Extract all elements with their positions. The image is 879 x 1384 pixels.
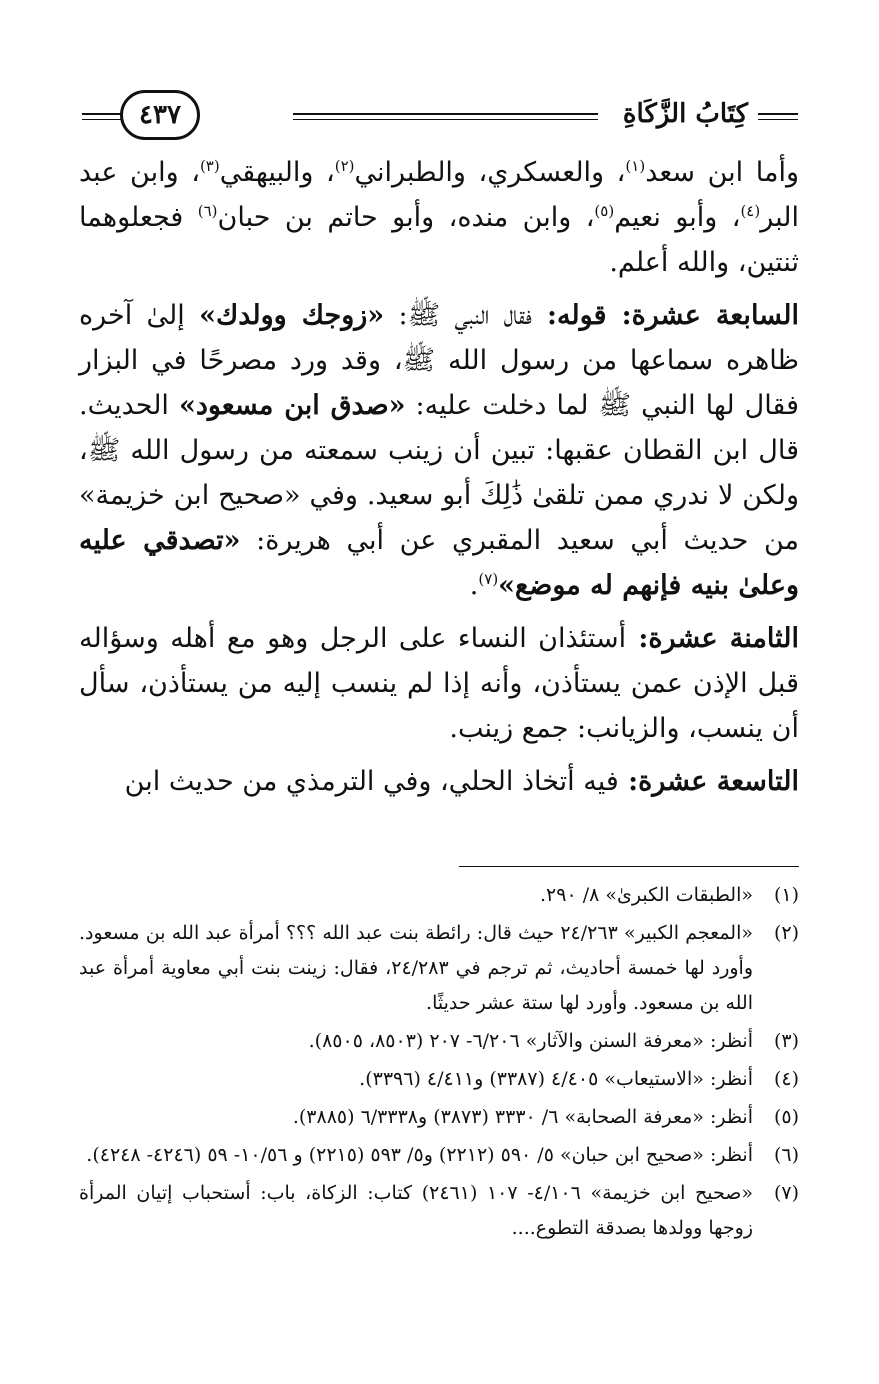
text-run: الحديث. قال ابن القطان عقبها: تبين أن زينب سمعته من رسول الله ﷺ، ولكن لا ندري ممن تلقىٰ ذَٰلِكَ أبو سعيد. وفي «صحيح ابن خزيمة» من حديث أبي سعيد المقبري عن أبي هريرة: — [79, 390, 799, 556]
bold-text: الثامنة عشرة: — [626, 623, 799, 654]
text-run: أستئذان النساء على الرجل وهو مع أهله وسؤاله قبل الإذن عمن يستأذن، وأنه إذا لم ينسب إليه من يستأذن، سأل أن ينسب، والزيانب: جمع زينب. — [79, 623, 799, 744]
text-run: فيه أتخاذ الحلي، وفي الترمذي من حديث ابن — [124, 766, 619, 797]
header-rule — [82, 113, 122, 115]
footnote-reference: (٣) — [199, 157, 220, 175]
running-title: كِتَابُ الزَّكَاةِ — [622, 99, 748, 129]
footnote — [79, 1024, 799, 1059]
text-run: . — [469, 570, 479, 601]
footnote-text: أنظر: «معرفة السنن والآثار» ٦/٢٠٦- ٢٠٧ (٨٥٠٣، ٨٥٠٥). — [308, 1030, 753, 1052]
footnote-text: أنظر: «معرفة الصحابة» ٦/ ٣٣٣٠ (٣٨٧٣) و٦/٣٣٣٨ (٣٨٨٥). — [292, 1106, 753, 1128]
paragraph — [79, 759, 799, 804]
footnotes — [79, 878, 799, 1246]
bold-text: «زوجك وولدك» — [199, 300, 385, 331]
bold-text: التاسعة عشرة: — [618, 766, 799, 797]
bold-text: السابعة عشرة: قوله: — [531, 300, 799, 331]
footnote-number: (٤) — [773, 1068, 799, 1090]
footnote — [79, 1100, 799, 1135]
paragraph — [79, 150, 799, 285]
header-rule — [293, 119, 598, 120]
page-number: ٤٣٧ — [120, 90, 200, 140]
text-run: ، وابن عبد البر — [79, 157, 799, 233]
footnote-number: (٦) — [773, 1144, 799, 1166]
footnote-text: «صحيح ابن خزيمة» ٤/١٠٦- ١٠٧ (٢٤٦١) كتاب: الزكاة، باب: أستحباب إتيان المرأة زوجها وولدها بصدقة التطوع.... — [79, 1182, 754, 1239]
footnote — [79, 1176, 799, 1246]
paragraph — [79, 616, 799, 751]
text-run: فقال النبي ﷺ: — [384, 300, 532, 331]
footnote-text: «المعجم الكبير» ٢٤/٢٦٣ حيث قال: رائطة بنت عبد الله ؟؟؟ أمرأة عبد الله بن مسعود. وأورد لها خمسة أحاديث، ثم ترجم في ٢٤/٢٨٣، فقال: زينت بنت أبي معاوية أمرأة عبد الله بن مسعود. وأورد لها ستة عشر حديثًا. — [79, 922, 753, 1014]
text-run: ، والبيهقي — [219, 157, 335, 188]
footnote — [79, 1062, 799, 1097]
footnote-number: (٥) — [773, 1106, 799, 1128]
text-run: ، والعسكري، والطبراني — [354, 157, 626, 188]
footnote-reference: (٦) — [197, 202, 218, 220]
footnote-reference: (١) — [625, 157, 646, 175]
bold-text: «صدق ابن مسعود» — [178, 390, 406, 421]
main-text — [79, 150, 799, 804]
header-rule — [82, 119, 122, 120]
footnote-separator — [459, 866, 799, 867]
footnote-number: (٧) — [773, 1182, 799, 1204]
paragraph — [79, 293, 799, 608]
footnote — [79, 1138, 799, 1173]
footnote-number: (١) — [773, 884, 799, 906]
text-run: ، وابن منده، وأبو حاتم بن حبان — [217, 202, 595, 233]
footnote-text: أنظر: «صحيح ابن حبان» ٥/ ٥٩٠ (٢٢١٢) و٥/ ٥٩٣ (٢٢١٥) و ١٠/٥٦- ٥٩ (٤٢٤٦- ٤٢٤٨). — [86, 1144, 753, 1166]
footnote — [79, 916, 799, 1021]
footnote-reference: (٧) — [478, 570, 499, 588]
page-header — [82, 86, 798, 142]
footnote-text: أنظر: «الاستيعاب» ٤/٤٠٥ (٣٣٨٧) و٤/٤١١ (٣٣٩٦). — [359, 1068, 753, 1090]
text-run: إلىٰ آخره ظاهره سماعها من رسول الله ﷺ، وقد ورد مصرحًا في البزار فقال لها النبي ﷺ لما دخلت عليه: — [79, 300, 799, 421]
text-run: وأما ابن سعد — [645, 157, 799, 188]
header-rule — [293, 113, 598, 115]
footnote-reference: (٢) — [334, 157, 355, 175]
footnote-reference: (٥) — [594, 202, 615, 220]
text-run: فجعلوهما ثنتين، والله أعلم. — [79, 202, 799, 278]
bold-text: «تصدقي عليه وعلىٰ بنيه فإنهم له موضع» — [79, 525, 799, 601]
footnote-number: (٣) — [773, 1030, 799, 1052]
footnote-number: (٢) — [773, 922, 799, 944]
footnote-reference: (٤) — [740, 202, 761, 220]
footnote-text: «الطبقات الكبرىٰ» ٨/ ٢٩٠. — [540, 884, 753, 906]
text-run: ، وأبو نعيم — [614, 202, 741, 233]
header-rule — [758, 119, 798, 120]
footnote — [79, 878, 799, 913]
header-rule — [758, 113, 798, 115]
